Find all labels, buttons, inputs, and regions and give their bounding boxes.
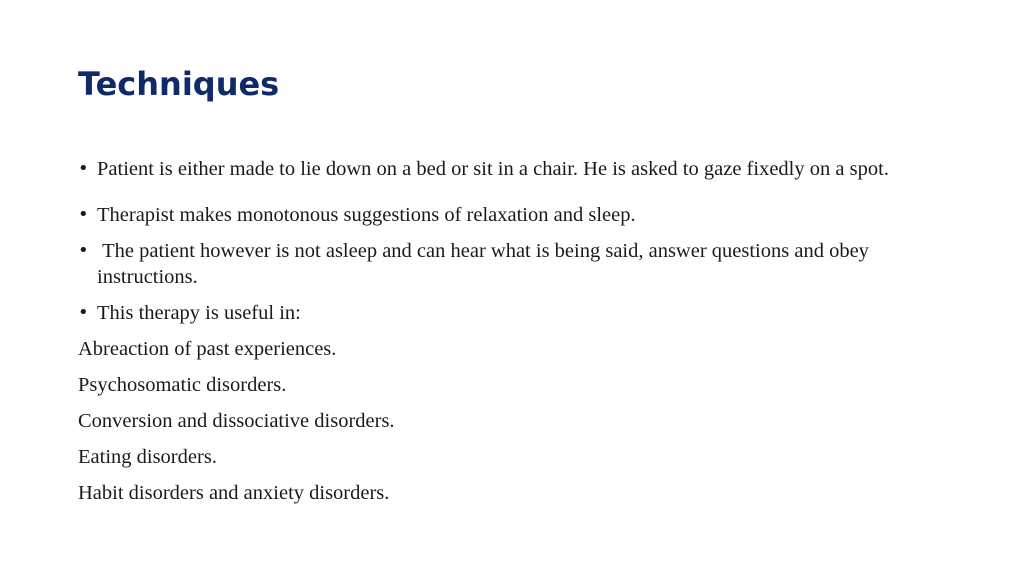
- slide-content: [78, 156, 948, 516]
- bullet-text: Patient is either made to lie down on a bed or sit in a chair. He is asked to gaze fixedly on a spot.: [97, 158, 889, 180]
- slide-title: Techniques: [78, 65, 280, 103]
- bullet-icon: •: [78, 158, 89, 179]
- use-item: Abreaction of past experiences.: [78, 338, 337, 360]
- use-item: Eating disorders.: [78, 446, 217, 468]
- use-item: Habit disorders and anxiety disorders.: [78, 482, 390, 504]
- bullet-text: The patient however is not asleep and can hear what is being said, answer questions and obey instructions.: [97, 240, 875, 288]
- bullet-list: [78, 156, 948, 326]
- bullet-text: Therapist makes monotonous suggestions of relaxation and sleep.: [97, 204, 636, 226]
- bullet-item: [78, 300, 948, 326]
- bullet-item: [78, 238, 948, 290]
- bullet-item: [78, 202, 948, 228]
- use-item: Psychosomatic disorders.: [78, 374, 287, 396]
- bullet-icon: •: [78, 240, 89, 261]
- bullet-icon: •: [78, 204, 89, 225]
- bullet-icon: •: [78, 302, 89, 323]
- bullet-text: This therapy is useful in:: [97, 302, 301, 324]
- use-item: Conversion and dissociative disorders.: [78, 410, 395, 432]
- bullet-item: [78, 156, 948, 182]
